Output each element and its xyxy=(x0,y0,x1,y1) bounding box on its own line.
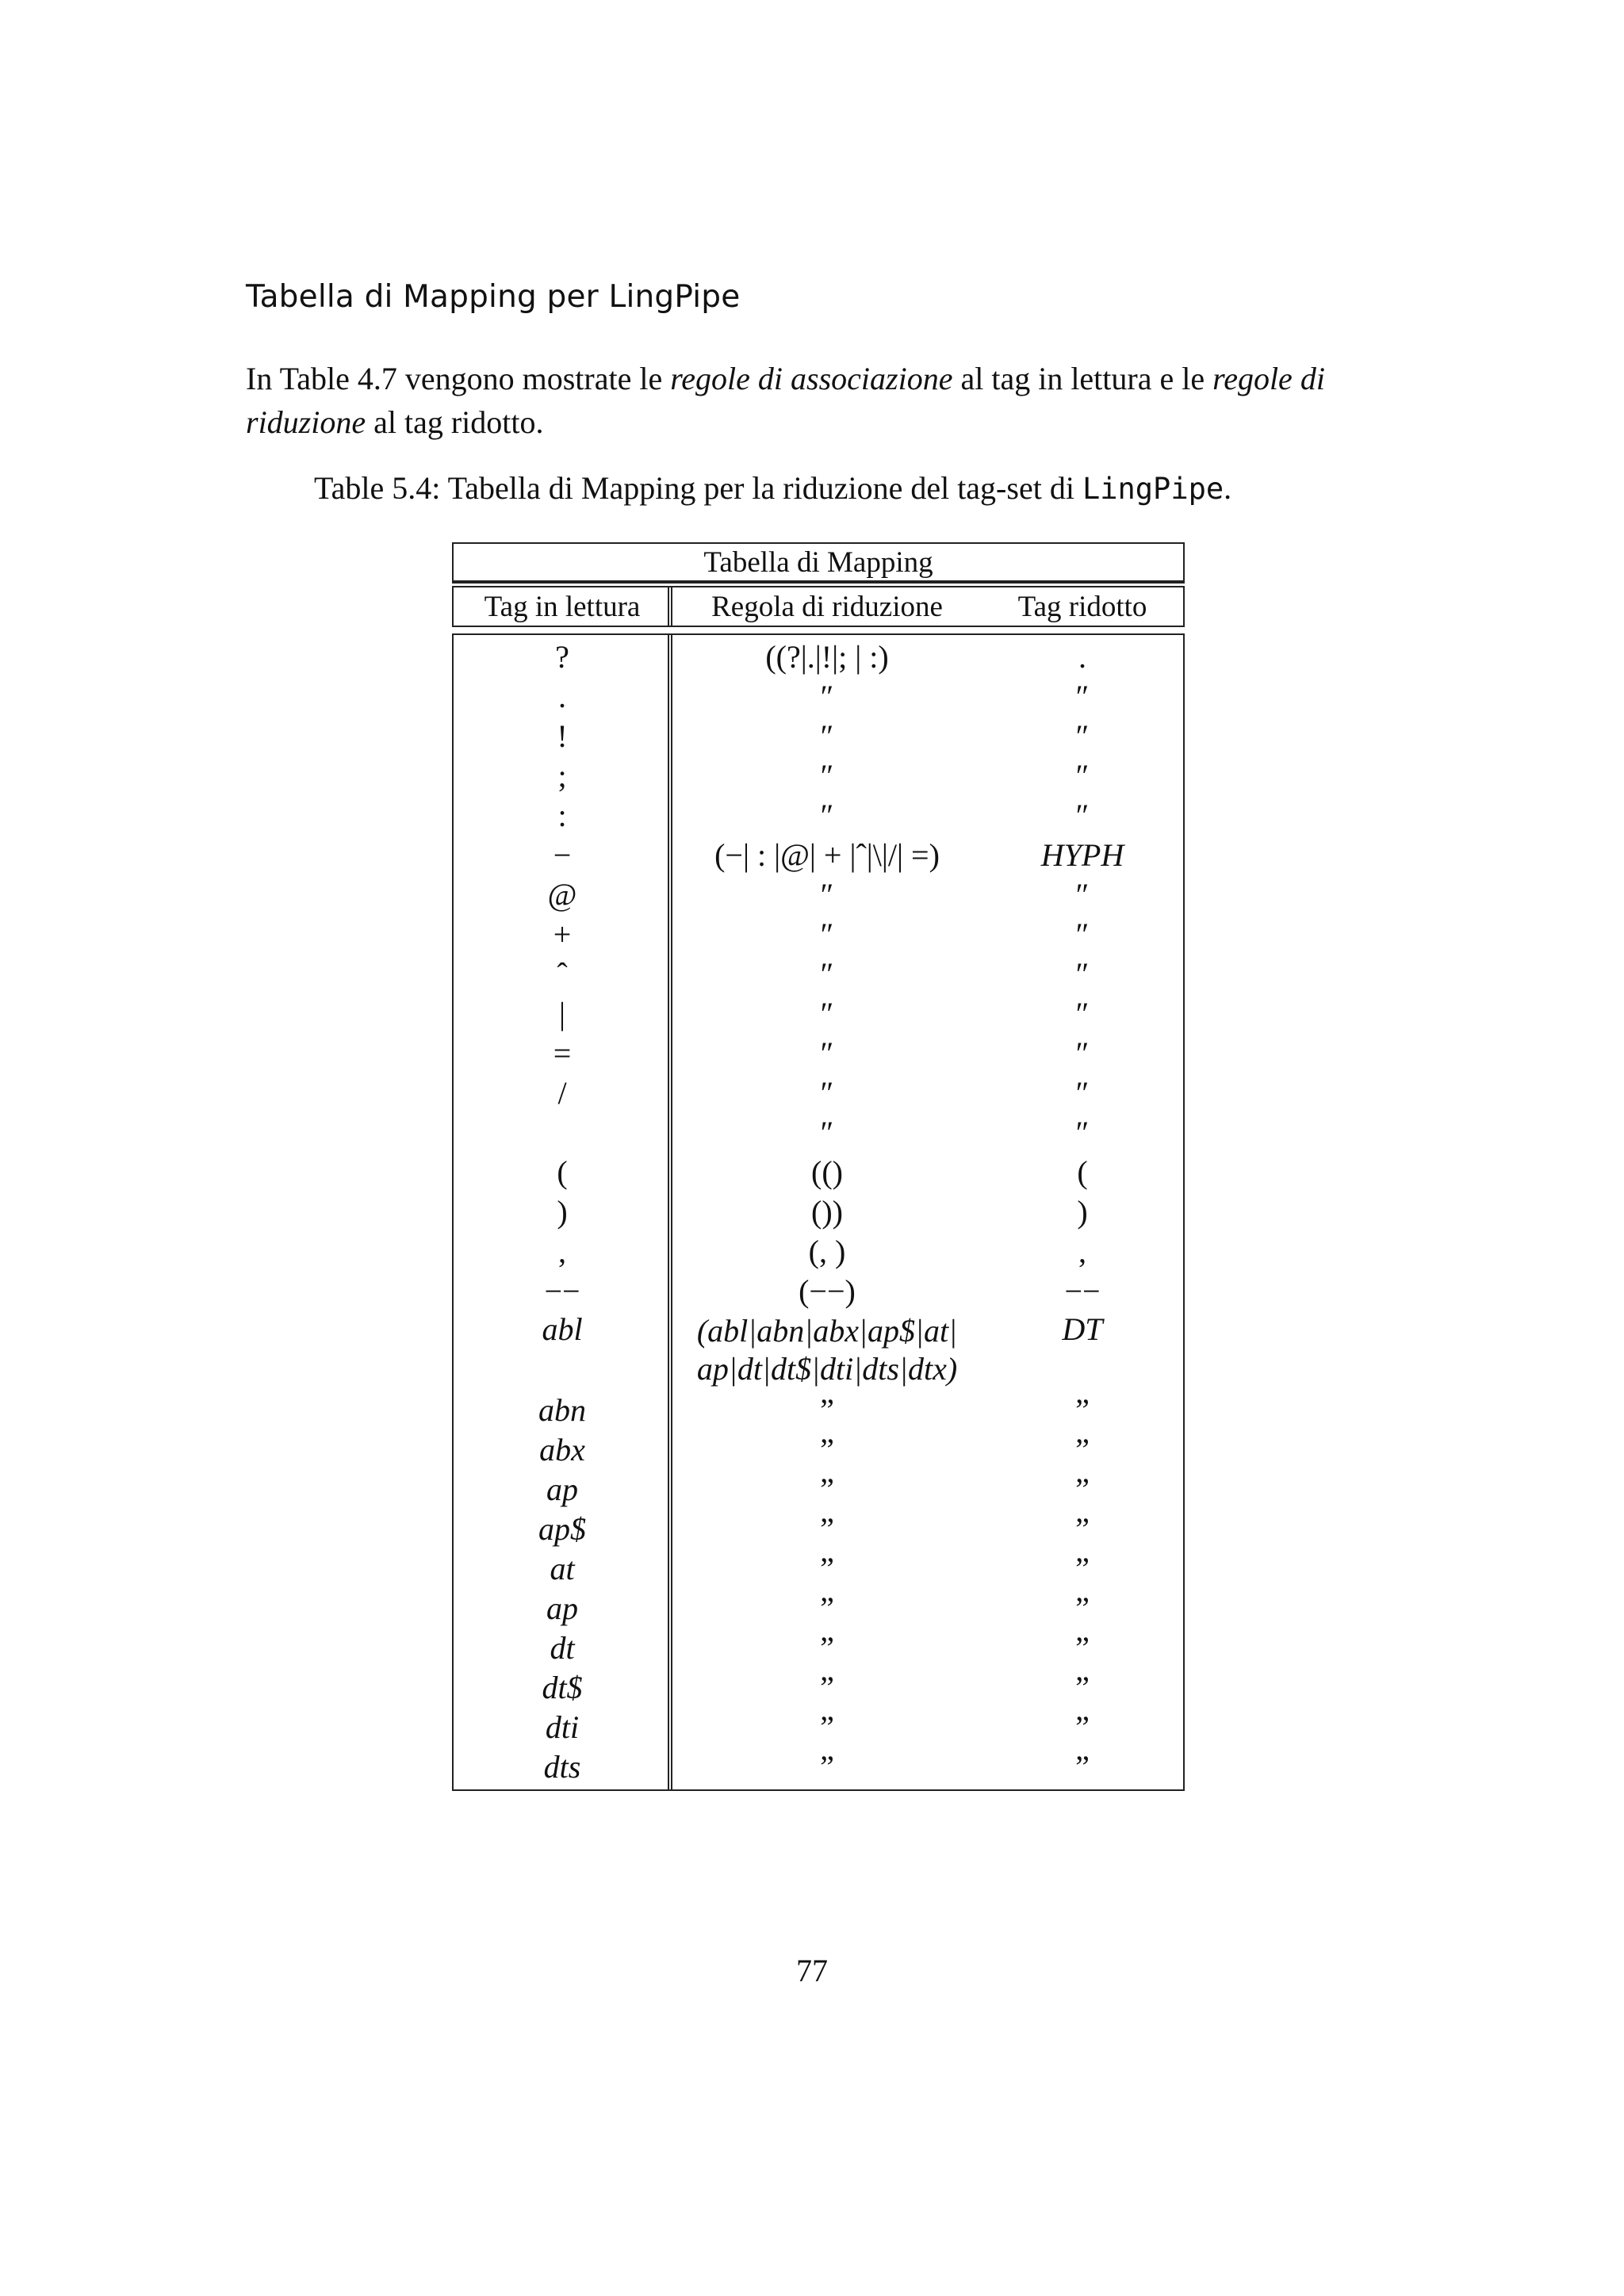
cell-tag-ridotto: ” xyxy=(1075,1629,1090,1666)
table-row xyxy=(454,1548,1183,1588)
cell-tag-in-lettura: + xyxy=(553,916,572,952)
cell-tag-in-lettura: ; xyxy=(557,757,567,794)
cell-tag-ridotto: ) xyxy=(1077,1193,1088,1230)
cell-tag-ridotto: ( xyxy=(1077,1154,1088,1190)
table-row xyxy=(454,1311,1183,1390)
cell-tag-ridotto: ” xyxy=(1075,1669,1090,1705)
caption-code: LingPipe xyxy=(1082,472,1224,506)
cell-tag-ridotto: ” xyxy=(1075,1431,1090,1468)
table-row xyxy=(454,637,1183,676)
table-row xyxy=(454,1112,1183,1152)
cell-tag-ridotto: ″ xyxy=(1075,797,1090,833)
cell-regola-di-riduzione: ″ xyxy=(820,757,834,794)
header-regola-di-riduzione: Regola di riduzione xyxy=(711,590,943,623)
table-row xyxy=(454,795,1183,835)
cell-regola-di-riduzione: ″ xyxy=(820,797,834,833)
column-separator xyxy=(668,635,672,1789)
table-row xyxy=(454,676,1183,716)
intro-text-1: In Table 4.7 vengono mostrate le xyxy=(246,361,671,396)
caption-text: Table 5.4: Tabella di Mapping per la riduzione del tag-set di xyxy=(314,470,1082,506)
cell-tag-ridotto: ″ xyxy=(1075,916,1090,952)
cell-tag-ridotto: ″ xyxy=(1075,678,1090,714)
cell-tag-ridotto: DT xyxy=(1062,1311,1103,1347)
cell-regola-di-riduzione: ″ xyxy=(820,955,834,992)
intro-text-3: al tag ridotto. xyxy=(366,404,544,440)
cell-tag-ridotto: ″ xyxy=(1075,1114,1090,1150)
table-row xyxy=(454,756,1183,795)
section-heading: Tabella di Mapping per LingPipe xyxy=(246,279,741,315)
cell-tag-ridotto: ” xyxy=(1075,1748,1090,1785)
table-row xyxy=(454,1429,1183,1469)
cell-tag-ridotto: −− xyxy=(1064,1272,1101,1309)
cell-tag-ridotto: HYPH xyxy=(1040,836,1124,873)
header-tag-in-lettura: Tag in lettura xyxy=(484,590,641,623)
cell-regola-di-riduzione: ″ xyxy=(820,995,834,1031)
mapping-table xyxy=(452,542,1185,1791)
cell-tag-ridotto: ″ xyxy=(1075,955,1090,992)
table-row xyxy=(454,874,1183,914)
cell-tag-in-lettura: − xyxy=(553,836,572,873)
cell-regola-di-riduzione: ″ xyxy=(820,916,834,952)
cell-regola-di-riduzione: ” xyxy=(820,1590,834,1626)
table-title-rule xyxy=(452,582,1185,587)
cell-tag-ridotto: ″ xyxy=(1075,876,1090,913)
cell-tag-in-lettura: @ xyxy=(547,876,577,913)
intro-emphasis-1: regole di associazione xyxy=(670,361,953,396)
cell-tag-in-lettura: = xyxy=(553,1035,572,1071)
cell-regola-di-riduzione: ″ xyxy=(820,1035,834,1071)
cell-tag-ridotto: ″ xyxy=(1075,1074,1090,1111)
cell-regola-di-riduzione: ” xyxy=(820,1391,834,1428)
cell-tag-in-lettura: dti xyxy=(545,1709,580,1745)
cell-tag-in-lettura: : xyxy=(557,797,567,833)
cell-regola-di-riduzione: (−| : |@| + |ˆ|\|/| =) xyxy=(714,836,940,873)
cell-regola-di-riduzione: ((?|.|!|; | :) xyxy=(765,638,889,675)
cell-regola-di-riduzione: ” xyxy=(820,1431,834,1468)
cell-tag-in-lettura: ( xyxy=(557,1154,568,1190)
table-row xyxy=(454,914,1183,954)
cell-regola-di-riduzione: ″ xyxy=(820,718,834,754)
cell-regola-di-riduzione: ()) xyxy=(811,1193,843,1230)
cell-regola-di-riduzione: ″ xyxy=(820,1074,834,1111)
cell-tag-ridotto: ″ xyxy=(1075,757,1090,794)
table-row xyxy=(454,1033,1183,1073)
cell-tag-ridotto: ″ xyxy=(1075,1035,1090,1071)
cell-tag-in-lettura: , xyxy=(558,1233,566,1269)
cell-tag-ridotto: . xyxy=(1078,638,1086,675)
page-number: 77 xyxy=(796,1953,828,1988)
cell-tag-ridotto: ″ xyxy=(1075,995,1090,1031)
cell-tag-in-lettura: ) xyxy=(557,1193,568,1230)
cell-regola-di-riduzione: (−−) xyxy=(799,1272,856,1309)
table-row xyxy=(454,835,1183,874)
rule-line-1: (abl|abn|abx|ap$|at| xyxy=(696,1313,958,1349)
cell-tag-in-lettura: dt xyxy=(550,1629,575,1666)
cell-regola-di-riduzione: ” xyxy=(820,1629,834,1666)
cell-tag-ridotto: ” xyxy=(1075,1550,1090,1586)
cell-tag-in-lettura: abx xyxy=(539,1431,585,1468)
table-body xyxy=(452,633,1185,1791)
table-caption xyxy=(314,469,1231,507)
cell-tag-in-lettura: abl xyxy=(542,1311,583,1347)
table-row xyxy=(454,716,1183,756)
cell-tag-in-lettura: −− xyxy=(544,1272,580,1309)
cell-tag-in-lettura: dt$ xyxy=(542,1669,583,1705)
cell-regola-di-riduzione: ″ xyxy=(820,678,834,714)
cell-tag-in-lettura: ! xyxy=(557,718,568,754)
cell-tag-in-lettura: | xyxy=(558,995,565,1031)
table-row xyxy=(454,1231,1183,1271)
table-header-row xyxy=(452,587,1185,627)
cell-tag-in-lettura: dts xyxy=(543,1748,581,1785)
cell-tag-in-lettura: / xyxy=(557,1074,567,1111)
table-row xyxy=(454,1152,1183,1192)
table-row xyxy=(454,1707,1183,1747)
table-row xyxy=(454,1073,1183,1112)
cell-regola-di-riduzione: ” xyxy=(820,1550,834,1586)
cell-tag-ridotto: ” xyxy=(1075,1391,1090,1428)
cell-regola-di-riduzione: ” xyxy=(820,1471,834,1507)
cell-tag-ridotto: ” xyxy=(1075,1471,1090,1507)
table-row xyxy=(454,1628,1183,1667)
table-row xyxy=(454,1469,1183,1509)
cell-tag-in-lettura: abn xyxy=(538,1391,586,1428)
cell-tag-ridotto: , xyxy=(1078,1233,1086,1269)
table-row xyxy=(454,1271,1183,1311)
table-title: Tabella di Mapping xyxy=(452,542,1185,582)
cell-tag-in-lettura: at xyxy=(550,1550,575,1586)
table-row xyxy=(454,1667,1183,1707)
table-row xyxy=(454,1192,1183,1231)
cell-regola-di-riduzione: ” xyxy=(820,1748,834,1785)
cell-tag-in-lettura: ap xyxy=(546,1471,578,1507)
cell-tag-in-lettura: ap xyxy=(546,1590,578,1626)
cell-tag-in-lettura: ? xyxy=(555,638,569,675)
intro-text-2: al tag in lettura e le xyxy=(952,361,1213,396)
table-row xyxy=(454,1588,1183,1628)
column-separator xyxy=(668,587,672,626)
cell-tag-ridotto: ” xyxy=(1075,1709,1090,1745)
cell-regola-di-riduzione: (() xyxy=(811,1154,843,1190)
table-row xyxy=(454,1390,1183,1429)
intro-paragraph xyxy=(246,357,1396,444)
header-tag-ridotto: Tag ridotto xyxy=(1017,590,1147,623)
cell-tag-ridotto: ″ xyxy=(1075,718,1090,754)
table-row xyxy=(454,954,1183,993)
cell-tag-ridotto: ” xyxy=(1075,1510,1090,1547)
cell-regola-di-riduzione xyxy=(671,1312,983,1388)
cell-tag-in-lettura: ap$ xyxy=(538,1510,586,1547)
table-row xyxy=(454,993,1183,1033)
cell-tag-in-lettura: ˆ xyxy=(557,955,568,992)
cell-regola-di-riduzione: ” xyxy=(820,1510,834,1547)
cell-regola-di-riduzione: ” xyxy=(820,1709,834,1745)
cell-regola-di-riduzione: ” xyxy=(820,1669,834,1705)
table-row xyxy=(454,1509,1183,1548)
rule-line-2: ap|dt|dt$|dti|dts|dtx) xyxy=(696,1351,958,1387)
cell-tag-ridotto: ” xyxy=(1075,1590,1090,1626)
cell-regola-di-riduzione: (, ) xyxy=(808,1233,846,1269)
intro-emphasis-2: regole di riduzione xyxy=(246,361,1325,440)
cell-regola-di-riduzione: ″ xyxy=(820,876,834,913)
table-row xyxy=(454,1747,1183,1786)
cell-regola-di-riduzione: ″ xyxy=(820,1114,834,1150)
caption-end: . xyxy=(1224,470,1232,506)
cell-tag-in-lettura: . xyxy=(558,678,566,714)
